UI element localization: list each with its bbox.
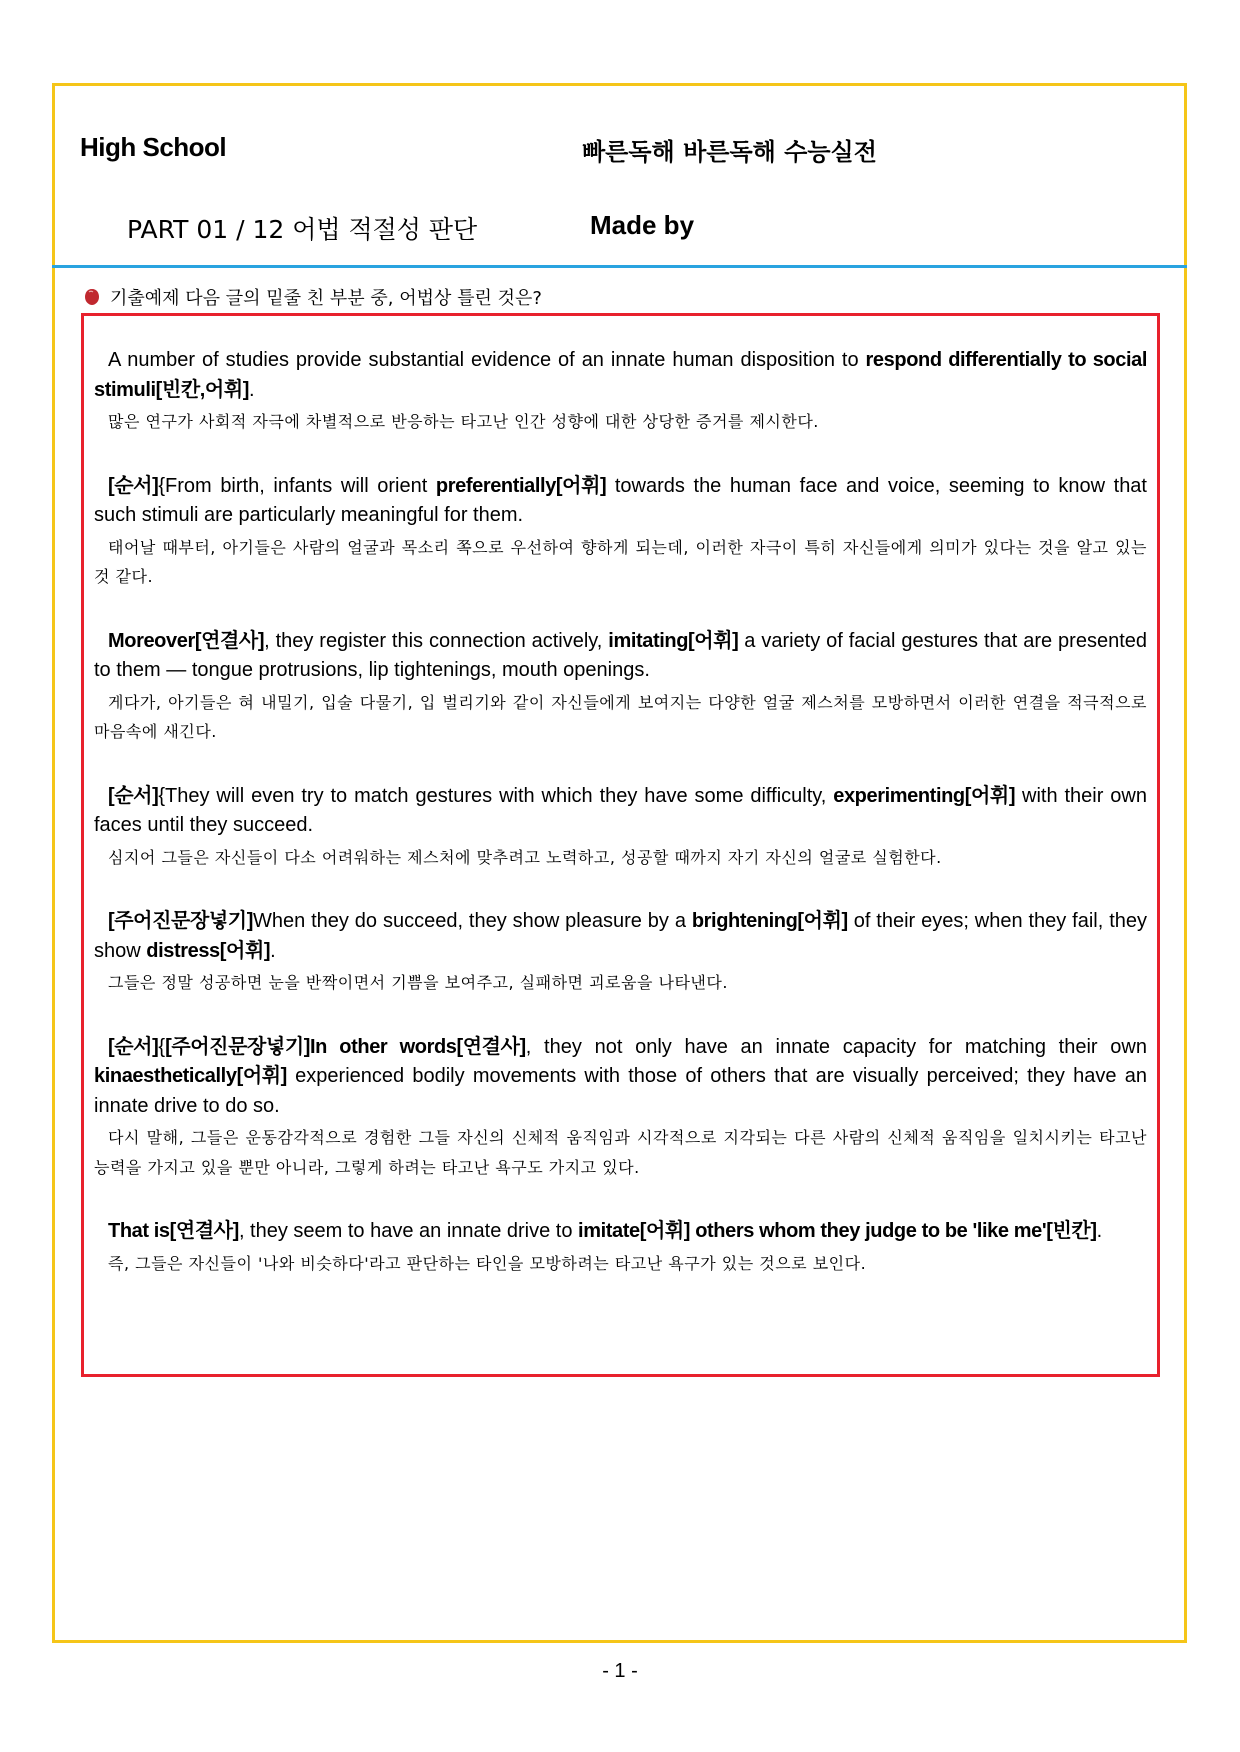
korean-translation: 다시 말해, 그들은 운동감각적으로 경험한 그들 자신의 신체적 움직임과 시각적으로 지각되는 다른 사람의 신체적 움직임을 일치시키는 타고난 능력을 가지고 있을 뿐만 아니라, 그렇게 하려는 타고난 욕구도 가지고 있다. [94, 1128, 1147, 1177]
english-sentence [94, 907, 1147, 966]
sentence-text: , they not only have an innate capacity for matching their own [525, 1035, 1147, 1058]
annotated-phrase: [순서] [108, 474, 159, 497]
korean-translation: 심지어 그들은 자신들이 다소 어려워하는 제스처에 맞추려고 노력하고, 성공할 때까지 자기 자신의 얼굴로 실험한다. [108, 847, 942, 867]
school-label: High School [80, 132, 227, 162]
sentence-text: with their own faces until they succeed. [94, 784, 1147, 836]
passage-paragraph [94, 627, 1147, 747]
sentence-text: A number of studies provide substantial evidence of an innate human disposition to [108, 349, 866, 371]
sentence-text: of their eyes; when they fail, they show [94, 910, 1148, 962]
korean-translation: 그들은 정말 성공하면 눈을 반짝이면서 기쁨을 보여주고, 실패하면 괴로움을 나타낸다. [108, 973, 728, 992]
annotated-phrase: kinaesthetically[어휘] [94, 1065, 287, 1087]
sentence-text: {From birth, infants will orient [158, 474, 436, 497]
annotated-phrase: experimenting[어휘] [833, 784, 1016, 807]
english-sentence [94, 1217, 1147, 1247]
passage-paragraph [94, 346, 1147, 437]
passage-box [81, 313, 1160, 1377]
english-sentence [94, 472, 1147, 531]
red-bullet-icon [84, 288, 100, 306]
sentence-text: experienced bodily movements with those of others that are visually perceived; they have an innate drive to do so. [94, 1065, 1147, 1117]
sentence-text: When they do succeed, they show pleasure by a [252, 910, 692, 932]
header-divider [52, 265, 1187, 268]
book-title: 빠른독해 바른독해 수능실전 [582, 138, 877, 166]
annotated-phrase: imitate[어휘] others whom they judge to be 'like me'[빈칸] [578, 1220, 1097, 1242]
passage-paragraph [94, 1217, 1147, 1278]
sentence-text: . [249, 378, 255, 401]
korean-translation: 즉, 그들은 자신들이 '나와 비슷하다'라고 판단하는 타인을 모방하려는 타고난 욕구가 있는 것으로 보인다. [108, 1253, 867, 1273]
sentence-text: . [1096, 1220, 1103, 1242]
annotated-phrase: brightening[어휘] [691, 910, 848, 932]
page-number: - 1 - [602, 1660, 638, 1682]
sentence-text: {They will even try to match gestures with which they have some difficulty, [158, 784, 834, 807]
passage-paragraph [94, 472, 1147, 592]
passage-paragraph [94, 1033, 1147, 1183]
passage-paragraph [94, 907, 1147, 998]
english-sentence [94, 1033, 1147, 1122]
annotated-phrase: [순서] [108, 784, 159, 807]
annotated-phrase: [주어진문장넣기] [108, 910, 253, 932]
annotated-phrase: [순서] [108, 1035, 159, 1058]
english-sentence [94, 782, 1147, 841]
sentence-text: { [158, 1035, 166, 1058]
korean-translation: 태어날 때부터, 아기들은 사람의 얼굴과 목소리 쪽으로 우선하여 향하게 되는데, 이러한 자극이 특히 자신들에게 의미가 있다는 것을 알고 있는 것 같다. [94, 537, 1147, 586]
korean-translation: 많은 연구가 사회적 자극에 차별적으로 반응하는 타고난 인간 성향에 대한 상당한 증거를 제시한다. [108, 412, 819, 431]
sentence-text: . [270, 939, 276, 962]
annotated-phrase: That is[연결사] [108, 1220, 239, 1242]
annotated-phrase: preferentially[어휘] [435, 474, 607, 497]
annotated-phrase: imitating[어휘] [608, 629, 739, 652]
made-by-label: Made by [590, 210, 695, 240]
part-title: PART 01 / 12 어법 적절성 판단 [127, 215, 478, 244]
annotated-phrase: [주어진문장넣기]In other words[연결사] [165, 1035, 526, 1058]
sentence-text: towards the human face and voice, seeming to know that such stimuli are particularly meaningful for them. [94, 474, 1147, 526]
english-sentence [94, 346, 1147, 405]
korean-translation: 게다가, 아기들은 혀 내밀기, 입술 다물기, 입 벌리기와 같이 자신들에게 보여지는 다양한 얼굴 제스처를 모방하면서 이러한 연결을 적극적으로 마음속에 새긴다. [94, 692, 1147, 741]
passage-paragraph [94, 782, 1147, 873]
question-row [84, 284, 542, 310]
sentence-text: , they seem to have an innate drive to [238, 1220, 579, 1242]
annotated-phrase: distress[어휘] [146, 939, 271, 962]
annotated-phrase: respond differentially to social stimuli[빈칸,어휘] [94, 349, 1148, 401]
annotated-phrase: Moreover[연결사] [108, 629, 265, 652]
sentence-text: , they register this connection actively, [264, 629, 609, 652]
sentence-text: a variety of facial gestures that are presented to them — tongue protrusions, lip tightenings, mouth openings. [94, 629, 1148, 681]
question-text: 기출예제 다음 글의 밑줄 친 부분 중, 어법상 틀린 것은? [110, 288, 542, 309]
english-sentence [94, 627, 1147, 686]
